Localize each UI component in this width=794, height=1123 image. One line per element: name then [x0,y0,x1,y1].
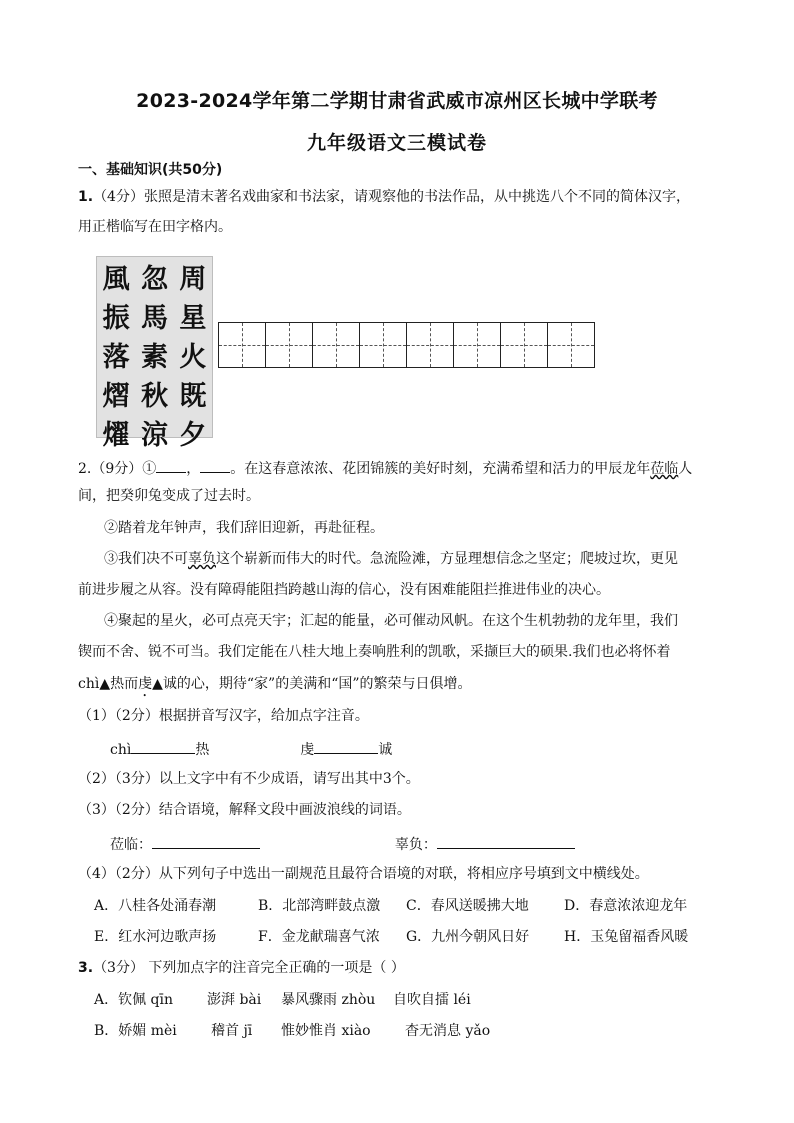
answer-blank-chi[interactable] [131,737,195,754]
q2-p4-l3-b: ▲诚的心，期待“家”的美满和“国”的繁荣与日俱增。 [152,676,472,692]
q3-a-4: 自吹自擂 léi [393,992,471,1008]
dotted-char-qian: 虔 [138,676,153,692]
q2-head-tail: 。在这春意浓浓、花团锦簇的美好时刻，充满希望和活力的甲辰龙年 [230,461,651,477]
section-heading: 一、基础知识(共50分) [78,162,223,178]
q2-head-end: 人 [678,461,693,477]
calligraphy-char: 星 [179,303,207,334]
q2-p3-a: ③我们决不可 [104,551,188,567]
q1-text [78,187,690,207]
answer-blank-qian[interactable] [314,737,378,754]
calligraphy-char: 忽 [140,264,168,295]
q2-paragraph-4-line2: 锲而不舍、锐不可当。我们定能在八桂大地上奏响胜利的凯歌，采撷巨大的硕果.我们也必将怀着 [78,644,671,660]
calligraphy-char: 涼 [140,420,168,451]
option-c[interactable]: C．春风送暖拂大地 [406,898,529,914]
q2-paragraph-4-line3 [78,674,472,700]
calligraphy-image [96,256,213,451]
q2-sub1: （1）（2分）根据拼音写汉字，给加点字注音。 [78,708,369,724]
option-g[interactable]: G．九州今朝风日好 [406,929,530,945]
calligraphy-char: 燿 [102,420,130,451]
calligraphy-char: 周 [179,264,207,295]
option-h[interactable]: H．玉兔留福香风暖 [564,929,689,945]
option-d[interactable]: D．春意浓浓迎龙年 [564,898,688,914]
q3-option-b-row[interactable] [94,1021,490,1041]
tianzige-cell[interactable] [547,322,595,368]
q3-b-4: 杳无消息 yǎo [405,1023,491,1039]
tianzige-cell[interactable] [265,322,313,368]
wavy-word-gufu: 辜负 [188,551,216,567]
label-gufu: 辜负： [394,837,437,853]
q2-blank-1[interactable] [156,456,186,473]
tianzige-cell[interactable] [218,322,266,368]
q2-paragraph-3-line2: 前进步履之从容。没有障碍能阻挡跨越山海的信心，没有困难能阻拦推进伟业的决心。 [78,582,610,598]
q2-sub1-answer-row [110,737,392,760]
calligraphy-char: 素 [140,342,168,373]
q3-stem-text: （3分） 下列加点字的注音完全正确的一项是（ ） [93,960,405,976]
exam-title-line2: 九年级语文三模试卷 [306,132,487,154]
q3-a-1: A．钦佩 qīn [94,992,174,1008]
q2-sub3: （3）（2分）结合语境，解释文段中画波浪线的词语。 [78,802,411,818]
calligraphy-char: 風 [102,264,130,295]
tianzige-cell[interactable] [500,322,548,368]
label-liling: 莅临： [110,837,152,853]
calligraphy-char: 落 [102,342,130,373]
tianzige-cell[interactable] [312,322,360,368]
q3-b-3: 惟妙惟肖 xiào [281,1023,371,1039]
q2-options-row1 [94,896,687,916]
q2-comma: ， [186,461,201,477]
tianzige-grid[interactable] [218,322,595,368]
q3-a-2: 澎湃 bài [207,992,262,1008]
calligraphy-char: 夕 [179,420,207,451]
answer-blank-liling[interactable] [152,832,260,849]
q2-head: 2.（9分）① [78,461,157,477]
word-cheng: 诚 [378,742,393,758]
q2-paragraph-4-line1: ④聚起的星火，必可点亮天宇；汇起的能量，必可催动风帆。在这个生机勃勃的龙年里，我们 [104,613,678,629]
wavy-word-liling: 莅临 [650,461,679,477]
tianzige-cell[interactable] [453,322,501,368]
option-f[interactable]: F．金龙献瑞喜气浓 [258,929,380,945]
q2-sub3-answer-row [110,832,575,855]
q1-stem-line2: 用正楷临写在田字格内。 [78,219,232,235]
exam-title-line1: 2023-2024学年第二学期甘肃省武威市凉州区长城中学联考 [136,90,658,112]
q3-number: 3. [78,960,94,976]
tianzige-cell[interactable] [359,322,407,368]
pinyin-chi: chì [110,742,132,758]
q2-p3-b: 这个崭新而伟大的时代。急流险滩，方显理想信念之坚定；爬坡过坎，更见 [216,551,678,567]
word-qian: 虔 [300,742,315,758]
q2-p4-l3-a: chì▲热而 [78,676,139,692]
calligraphy-char: 火 [179,342,207,373]
q2-line2: 间，把癸卯兔变成了过去时。 [78,488,260,504]
q2-options-row2 [94,927,688,947]
q2-sub2: （2）（3分）以上文字中有不少成语，请写出其中3个。 [78,771,420,787]
q2-paragraph-3 [104,549,678,569]
calligraphy-char: 馬 [140,303,168,334]
calligraphy-char: 振 [102,303,130,334]
option-b[interactable]: B．北部湾畔鼓点激 [258,898,381,914]
calligraphy-char: 熠 [102,381,130,412]
q1-number: 1. [78,189,94,205]
q2-paragraph-2: ②踏着龙年钟声，我们辞旧迎新，再赴征程。 [104,520,384,536]
q2-sub4: （4）（2分）从下列句子中选出一副规范且最符合语境的对联，将相应序号填到文中横线处。 [78,866,649,882]
option-e[interactable]: E．红水河边歌声扬 [94,929,217,945]
q1-stem: （4分）张照是清末著名戏曲家和书法家，请观察他的书法作品，从中挑选八个不同的简体汉字， [93,189,690,205]
q3-stem [78,958,405,978]
q2-line1 [78,456,692,479]
tianzige-cell[interactable] [406,322,454,368]
q3-a-3: 暴风骤雨 zhòu [281,992,376,1008]
q3-b-1: B．娇媚 mèi [94,1023,177,1039]
calligraphy-char: 秋 [140,381,168,412]
q3-b-2: 稽首 jī [211,1023,253,1039]
word-re: 热 [195,742,210,758]
calligraphy-char: 既 [179,381,207,412]
q3-option-a-row[interactable] [94,990,471,1010]
answer-blank-gufu[interactable] [437,832,575,849]
q2-blank-2[interactable] [200,456,230,473]
option-a[interactable]: A．八桂各处涌春潮 [94,898,217,914]
